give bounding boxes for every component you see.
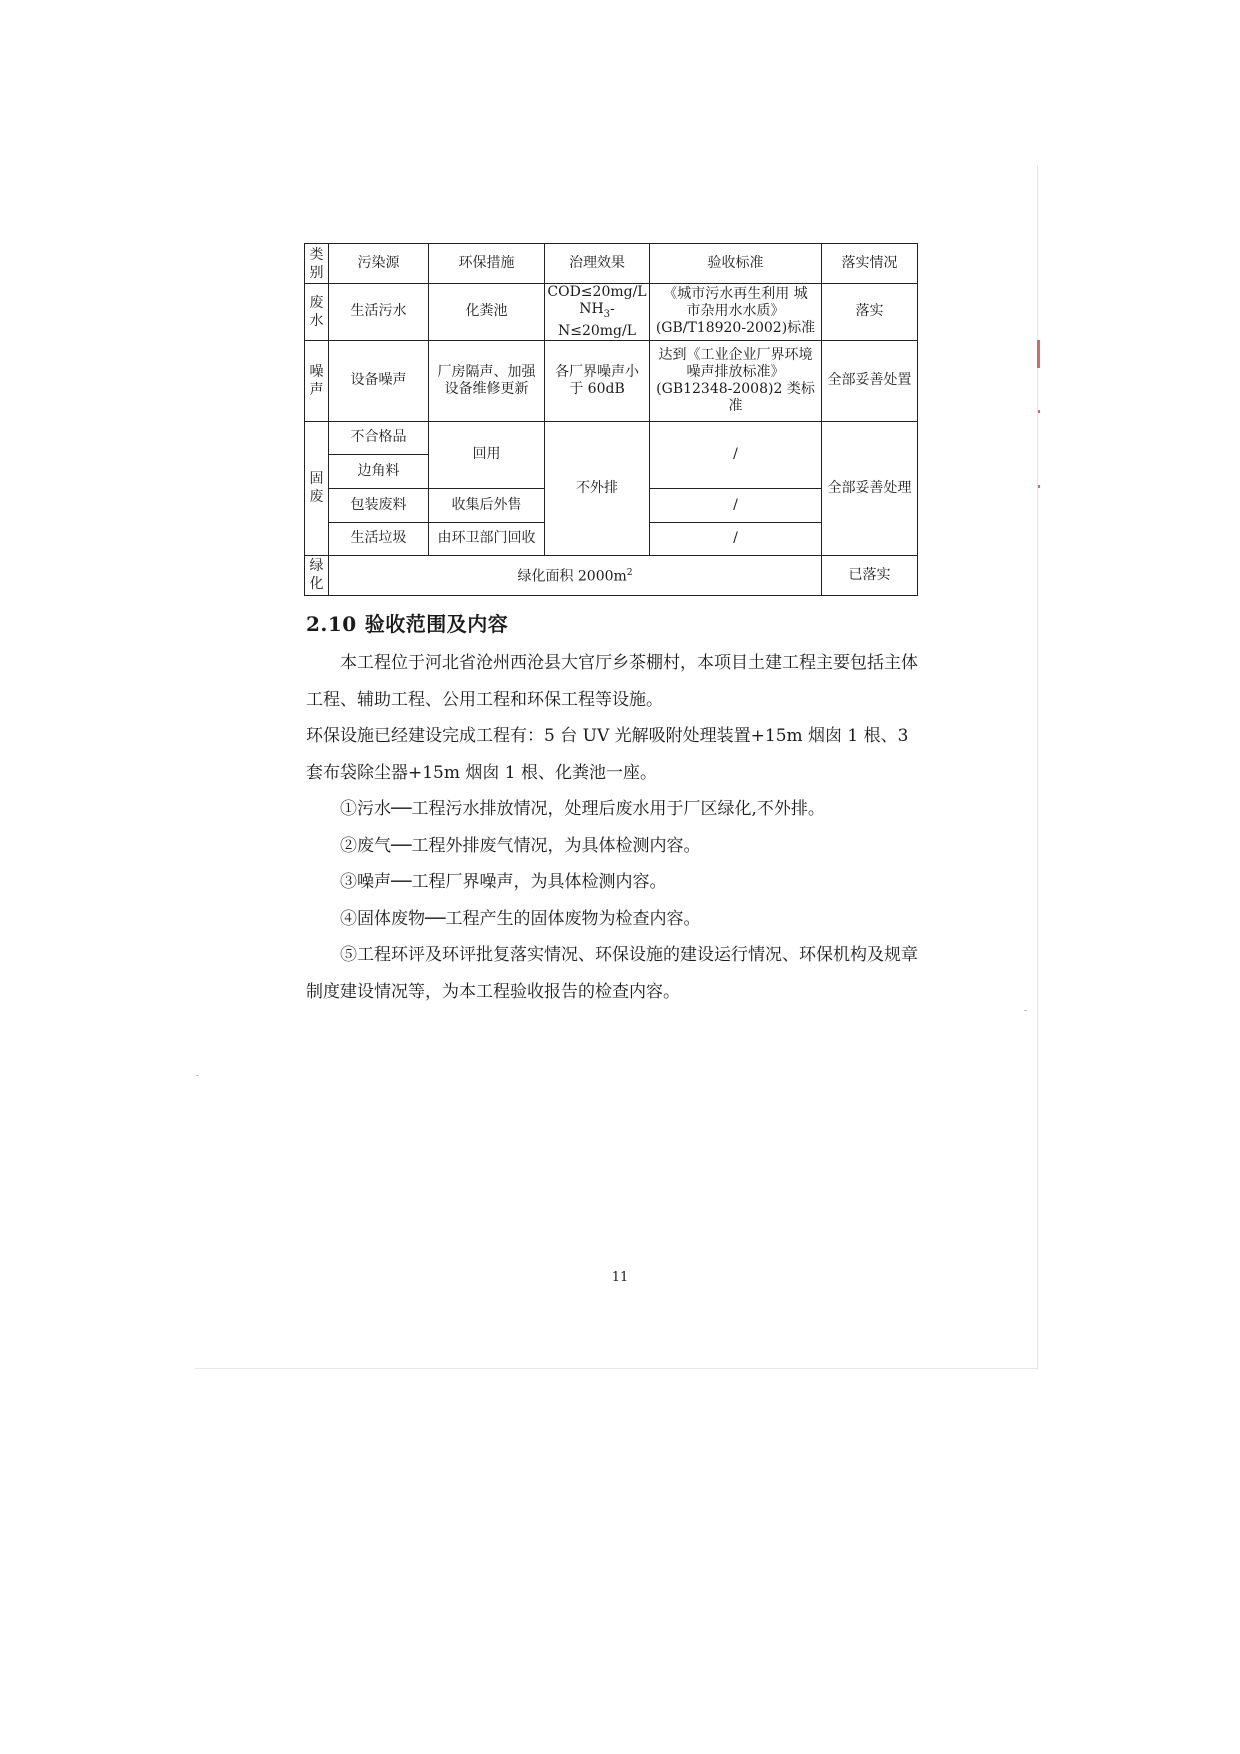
solid-measure-reuse: 回用 [429, 421, 545, 488]
greening-content [329, 555, 822, 595]
category-greening: 绿化 [305, 555, 329, 595]
paragraph: ②废气──工程外排废气情况，为具体检测内容。 [340, 835, 701, 856]
wastewater-status: 落实 [822, 284, 918, 341]
scan-speck [1038, 410, 1040, 413]
effect-nh: NH [579, 301, 604, 317]
solid-effect: 不外排 [545, 421, 650, 555]
header-measure: 环保措施 [429, 244, 545, 284]
noise-effect [545, 340, 650, 421]
effect-sub: 3 [603, 308, 611, 320]
solid-standard-1: / [650, 421, 822, 488]
greening-sup: 2 [626, 567, 633, 578]
greening-area: 绿化面积 2000m [517, 568, 627, 585]
table-row-wastewater [305, 284, 918, 341]
table-header-row [305, 244, 918, 284]
pollution-control-table [304, 243, 918, 596]
category-noise: 噪声 [305, 340, 329, 421]
wastewater-source: 生活污水 [329, 284, 429, 341]
category-wastewater: 废水 [305, 284, 329, 341]
paragraph: 本工程位于河北省沧州西沧县大官厅乡茶棚村，本项目土建工程主要包括主体工程、辅助工程、公用工程和环保工程等设施。 [306, 653, 918, 710]
solid-measure-sell: 收集后外售 [429, 488, 545, 522]
header-standard: 验收标准 [650, 244, 822, 284]
standard-line: 达到《工业企业厂界环境 [658, 346, 813, 363]
effect-line [558, 301, 636, 339]
solid-source: 边角料 [329, 454, 429, 488]
paragraph: ⑤工程环评及环评批复落实情况、环保设施的建设运行情况、环保机构及规章制度建设情况等，为本工程验收报告的检查内容。 [306, 945, 918, 1002]
table-row-noise [305, 340, 918, 421]
standard-line: 《城市污水再生利用 城 [663, 286, 808, 303]
standard-line: (GB/T18920-2002)标准 [655, 320, 816, 337]
solid-standard-2: / [650, 488, 822, 522]
header-source: 污染源 [329, 244, 429, 284]
header-effect: 治理效果 [545, 244, 650, 284]
scan-speck [1038, 485, 1040, 488]
solid-source: 包装废料 [329, 488, 429, 522]
standard-line: (GB12348-2008)2 类标准 [656, 380, 815, 414]
effect-line: 各厂界噪声小 [555, 363, 639, 380]
paragraph: ①污水──工程污水排放情况，处理后废水用于厂区绿化,不外排。 [340, 799, 825, 819]
effect-n: -N≤20mg/L [557, 301, 637, 339]
page-number: 11 [611, 1270, 629, 1285]
section-number: 2.10 [306, 612, 357, 636]
table-row-solid-1 [305, 421, 918, 454]
measure-line: 厂房隔声、加强 [437, 363, 536, 380]
greening-status: 已落实 [822, 555, 918, 595]
effect-line: COD≤20mg/L [547, 284, 647, 300]
scan-speck [1037, 340, 1040, 368]
effect-line: 于 60dB [569, 380, 625, 397]
table-row-greening [305, 555, 918, 595]
scan-edge-bottom [195, 1368, 1038, 1369]
scan-speck [1024, 1010, 1027, 1011]
solid-measure-sanitation: 由环卫部门回收 [429, 522, 545, 555]
noise-measure [429, 340, 545, 421]
body-text [306, 645, 918, 1010]
solid-status: 全部妥善处理 [822, 421, 918, 555]
standard-line: 市杂用水水质》 [686, 303, 785, 320]
paragraph: ④固体废物──工程产生的固体废物为检查内容。 [340, 908, 701, 929]
category-solid: 固废 [305, 421, 329, 555]
paragraph: ③噪声──工程厂界噪声，为具体检测内容。 [340, 872, 667, 892]
noise-standard [650, 340, 822, 421]
wastewater-standard [650, 284, 822, 341]
standard-line: 噪声排放标准》 [686, 363, 785, 380]
paragraph: 环保设施已经建设完成工程有：5 台 UV 光解吸附处理装置+15m 烟囱 1 根、3 套布袋除尘器+15m 烟囱 1 根、化粪池一座。 [306, 726, 909, 783]
noise-source: 设备噪声 [329, 340, 429, 421]
solid-source: 不合格品 [329, 421, 429, 454]
solid-standard-3: / [650, 522, 822, 555]
solid-source: 生活垃圾 [329, 522, 429, 555]
header-category: 类别 [305, 244, 329, 284]
wastewater-measure: 化粪池 [429, 284, 545, 341]
section-title: 验收范围及内容 [364, 612, 509, 636]
noise-status: 全部妥善处置 [822, 340, 918, 421]
section-heading [306, 608, 508, 637]
measure-line: 设备维修更新 [444, 380, 529, 397]
scan-speck [196, 1075, 199, 1076]
wastewater-effect [545, 284, 650, 341]
header-status: 落实情况 [822, 244, 918, 284]
